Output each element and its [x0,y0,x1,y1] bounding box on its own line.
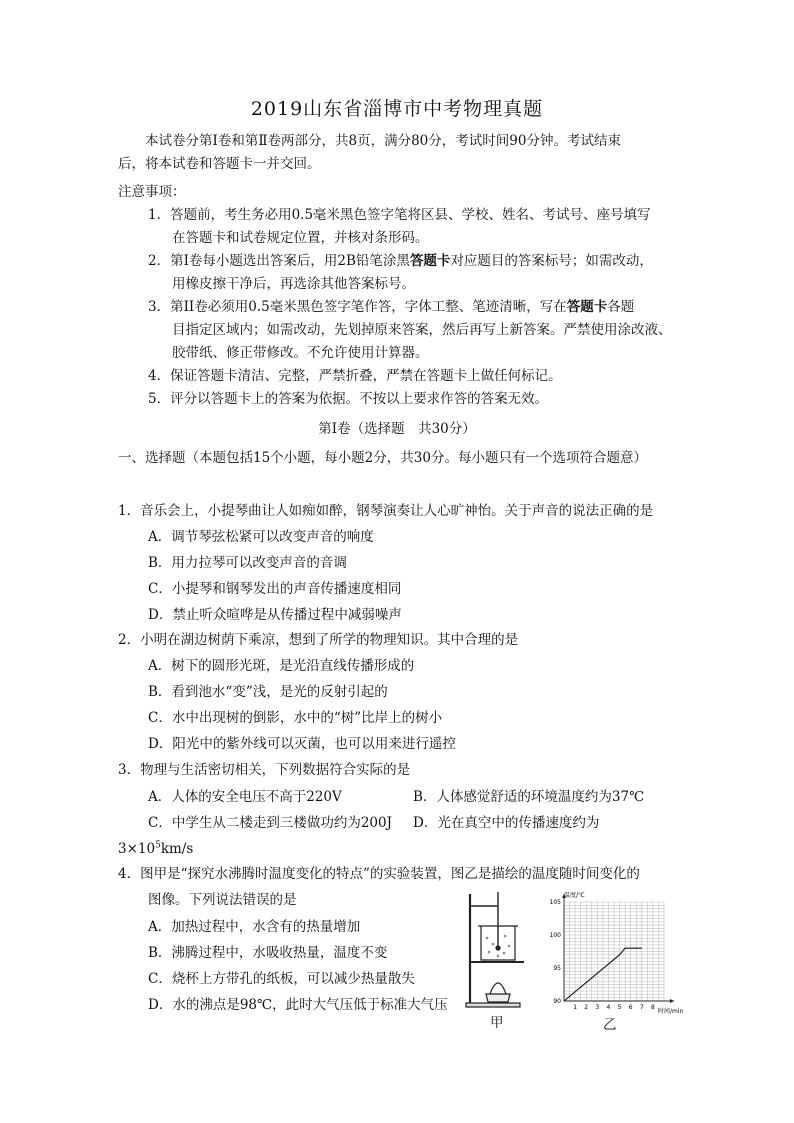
y-tick-label: 105 [549,899,561,906]
boiling-apparatus-figure [460,890,536,1015]
q3-stem: 3．物理与生活密切相关，下列数据符合实际的是 [118,762,411,778]
flame [490,983,506,994]
section-title: 第Ⅰ卷（选择题 共30分） [318,421,476,437]
alcohol-lamp [486,994,510,1002]
stand-base [466,1003,520,1007]
x-axis-label: 时间/min [658,1008,684,1015]
page-title: 2019山东省淄博市中考物理真题 [250,98,544,120]
x-tick-label: 7 [639,1004,644,1011]
x-tick-label: 8 [650,1004,655,1011]
q4-option-c: C．烧杯上方带孔的纸板，可以减少热量散失 [148,971,415,987]
answer-card-bold: 答题卡 [409,253,451,269]
intro-line-2: 后，将本试卷和答题卡一并交回。 [118,156,321,172]
thermometer-bulb [496,946,500,950]
note-1-line-1: 1．答题前，考生务必用0.5毫米黑色签字笔将区县、学校、姓名、考试号、座号填写 [148,207,651,223]
intro-line-1: 本试卷分第Ⅰ卷和第Ⅱ卷两部分，共8页，满分80分，考试时间90分钟。考试结束 [145,133,621,149]
note-3-line-3: 胶带纸、修正带修改。不允许使用计算器。 [172,345,429,361]
q4-option-b: B．沸腾过程中，水吸收热量，温度不变 [148,945,388,961]
q1-option-a: A．调节琴弦松紧可以改变声音的响度 [148,529,374,545]
note-2-line-2: 用橡皮擦干净后，再选涂其他答案标号。 [172,276,415,292]
temperature-time-chart [540,888,684,1020]
q4-option-a: A．加热过程中，水含有的热量增加 [148,919,361,935]
light-speed-exponent: 5 [155,840,161,851]
note-4: 4．保证答题卡清洁、完整，严禁折叠，严禁在答题卡上做任何标记。 [148,368,562,384]
y-tick-label: 100 [549,932,561,939]
q2-option-a: A．树下的圆形光斑，是光沿直线传播形成的 [148,658,415,674]
q2-stem: 2．小明在湖边树荫下乘凉，想到了所学的物理知识。其中合理的是 [118,632,519,648]
note-3-line-1 [148,297,634,317]
q1-stem: 1．音乐会上，小提琴曲让人如痴如醉，钢琴演奏让人心旷神怡。关于声音的说法正确的是 [118,503,654,519]
x-tick-label: 1 [573,1004,578,1011]
note-2-text-a: 2．第Ⅰ卷每小题选出答案后，用2B铅笔涂黑 [148,253,410,269]
q4-option-d: D．水的沸点是98℃，此时大气压低于标准大气压 [148,997,448,1013]
notes-heading: 注意事项： [118,184,186,200]
figure-label-yi: 乙 [603,1017,617,1033]
q2-option-b: B．看到池水“变”浅，是光的反射引起的 [148,684,388,700]
note-2-text-b: 对应题目的答案标号；如需改动， [450,253,653,269]
q1-option-b: B．用力拉琴可以改变声音的音调 [148,555,347,571]
x-tick-label: 4 [606,1004,611,1011]
note-3-text-a: 3．第II卷必须用0.5毫米黑色签字笔作答，字体工整、笔迹清晰，写在 [148,299,567,315]
x-tick-label: 5 [617,1004,622,1011]
chart-ticks [550,899,655,1011]
q3-option-b: B．人体感觉舒适的环境温度约为37℃ [413,789,645,805]
y-tick-label: 90 [553,998,561,1005]
q3-option-c: C．中学生从二楼走到三楼做功约为200J [148,815,393,831]
chart-axes [562,894,674,1003]
chart-grid [564,902,664,1001]
q4-stem-line-2: 图像。下列说法错误的是 [148,892,297,908]
light-speed-base: 3×10 [118,841,156,857]
q1-option-c: C．小提琴和钢琴发出的声音传播速度相同 [148,581,402,597]
q2-option-c: C．水中出现树的倒影，水中的“树”比岸上的树小 [148,710,443,726]
y-axis-label: 温度/℃ [564,892,585,899]
answer-card-bold-2: 答题卡 [566,299,608,315]
y-tick-label: 95 [553,965,561,972]
q3-option-a: A．人体的安全电压不高于220V [148,789,342,805]
note-2-line-1 [148,251,653,271]
note-5: 5．评分以答题卡上的答案为依据。不按以上要求作答的答案无效。 [148,391,549,407]
note-3-line-2: 目指定区域内；如需改动，先划掉原来答案，然后再写上新答案。严禁使用涂改液、 [172,322,672,338]
x-tick-label: 2 [584,1004,589,1011]
q4-stem-line-1: 4．图甲是“探究水沸腾时温度变化的特点”的实验装置，图乙是描绘的温度随时间变化的 [118,866,640,882]
section-instruction: 一、选择题（本题包括15个小题，每小题2分，共30分。每小题只有一个选项符合题意） [118,450,647,466]
light-speed-unit: km/s [160,841,194,857]
x-axis-arrow [670,999,674,1003]
note-3-text-b: 各题 [607,299,635,315]
q3-option-d-continued [118,839,193,859]
q1-option-d: D．禁止听众喧哗是从传播过程中减弱噪声 [148,607,402,623]
q2-option-d: D．阳光中的紫外线可以灭菌，也可以用来进行遥控 [148,736,456,752]
q3-option-d: D．光在真空中的传播速度约为 [413,815,600,831]
figure-label-jia: 甲 [490,1015,504,1031]
note-1-line-2: 在答题卡和试卷规定位置，并核对条形码。 [172,230,429,246]
x-tick-label: 6 [628,1004,633,1011]
x-tick-label: 3 [595,1004,600,1011]
